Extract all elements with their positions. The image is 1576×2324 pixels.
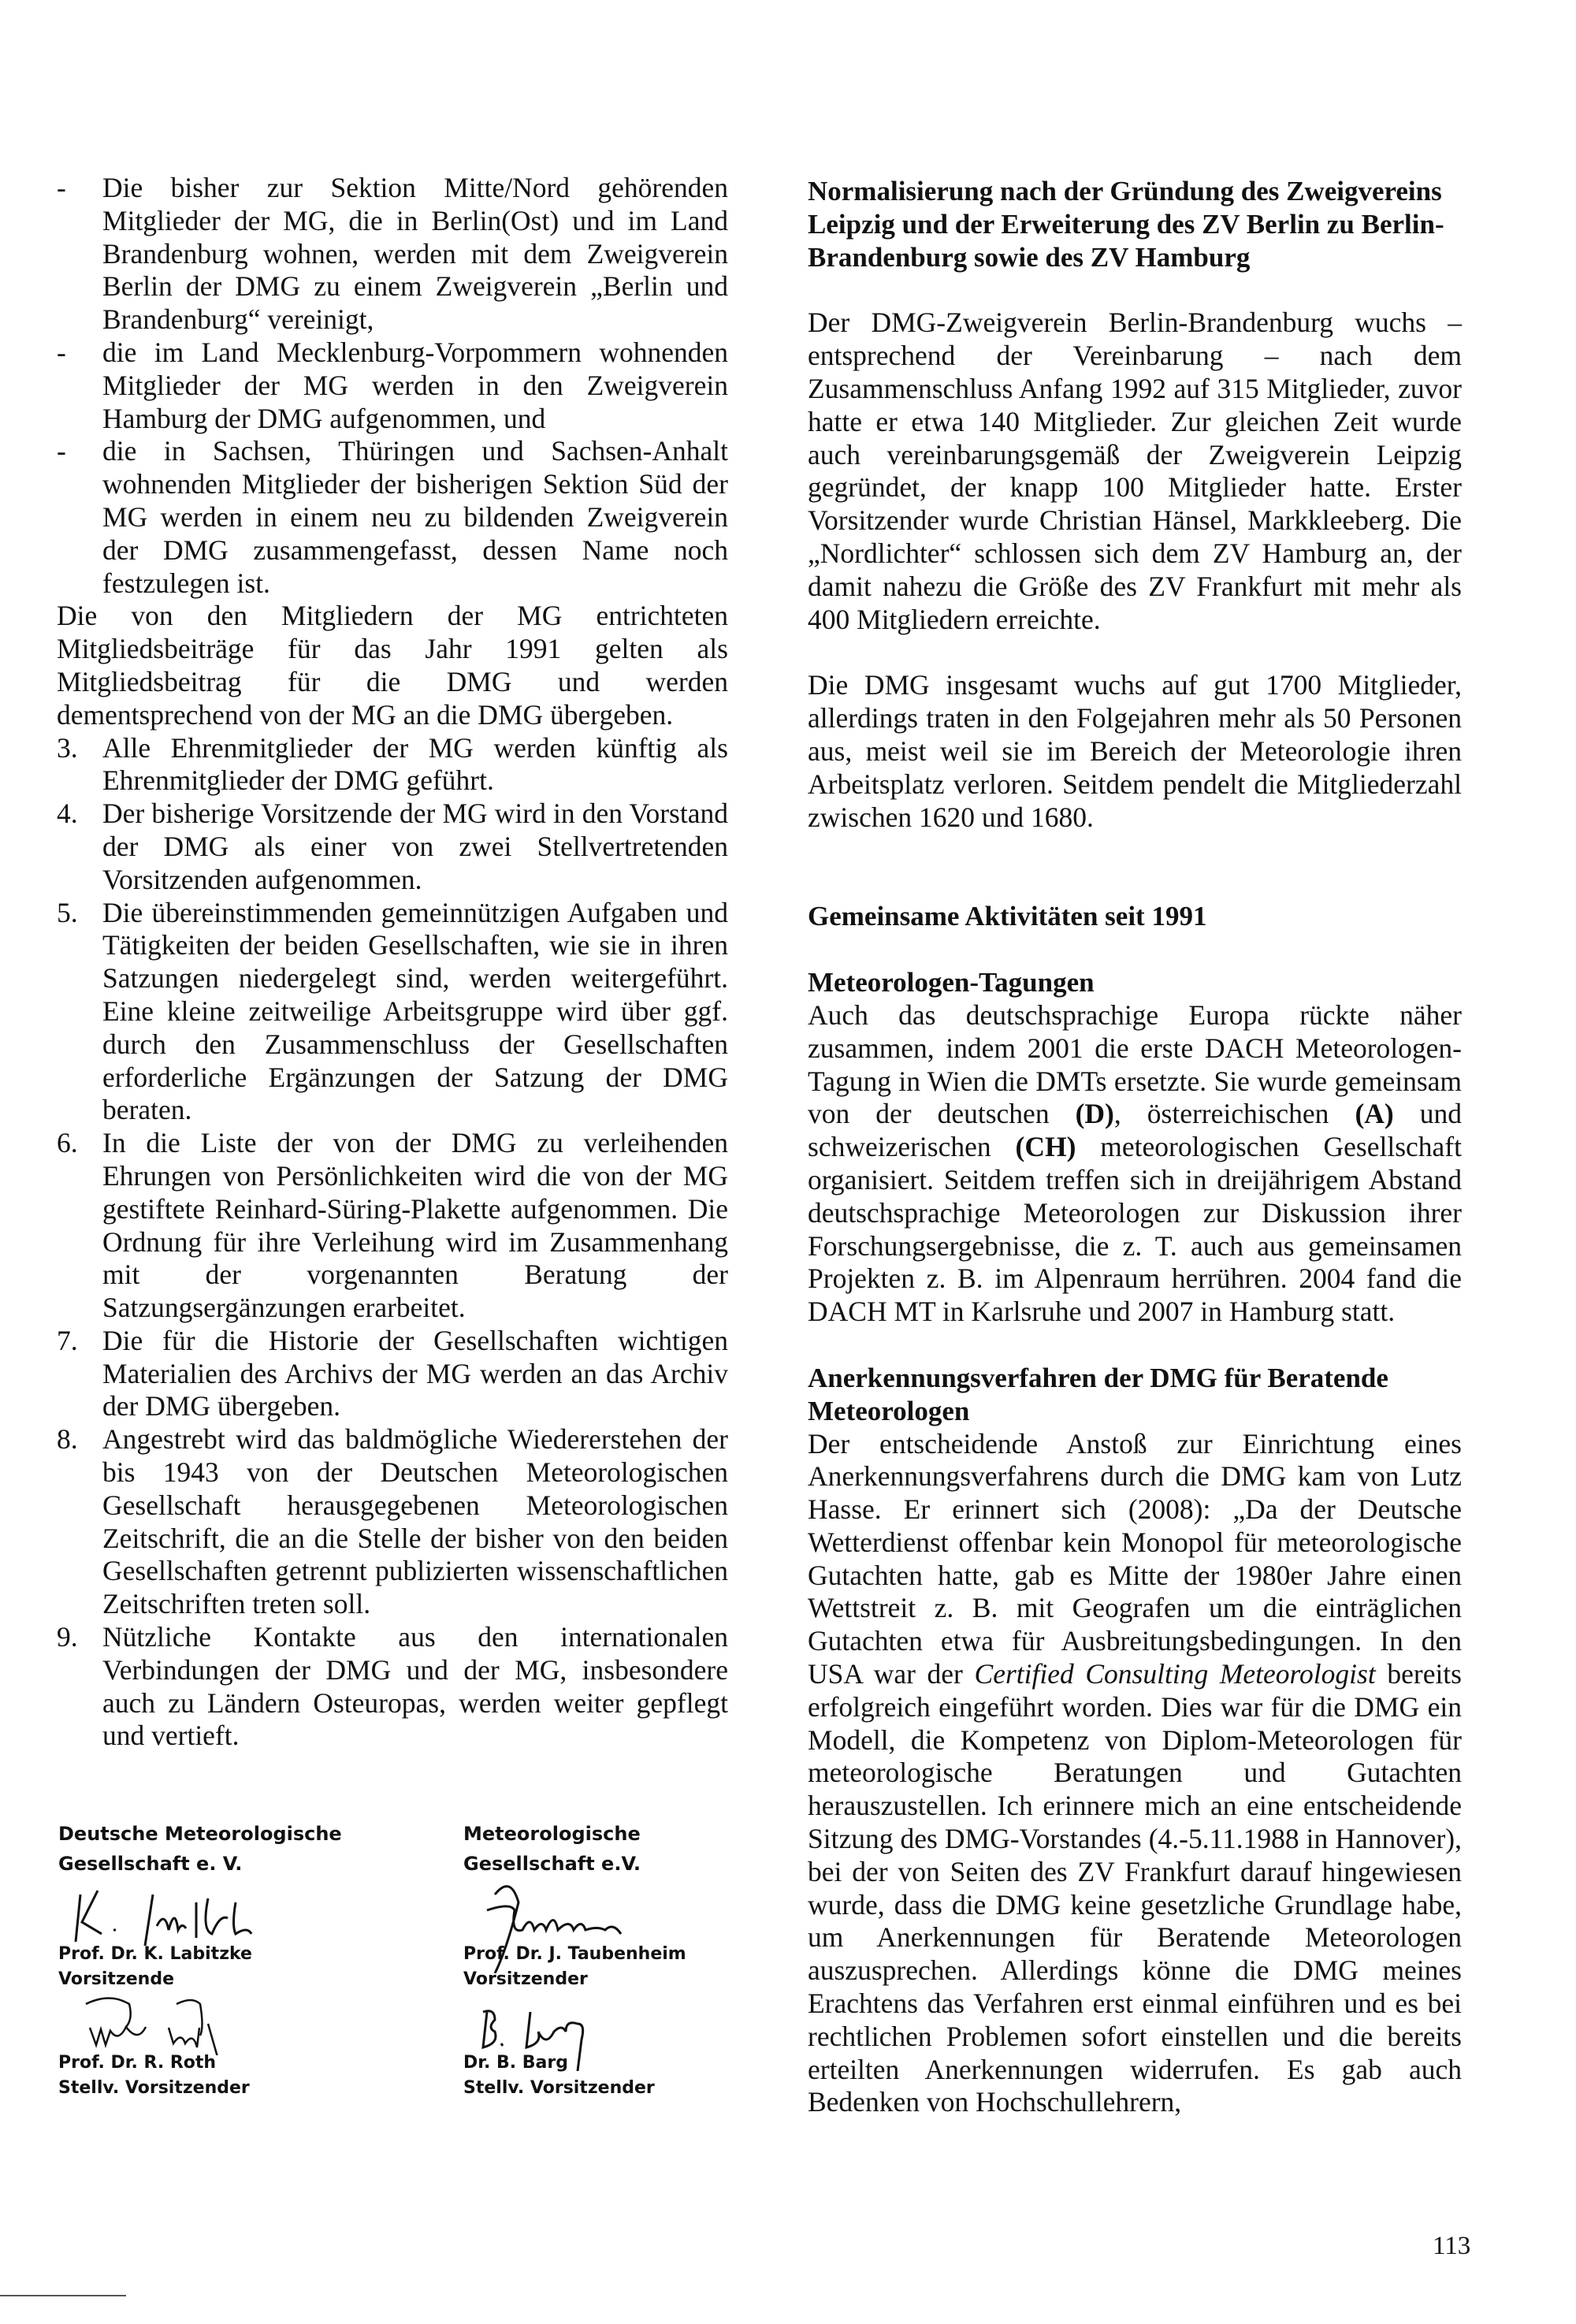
dmg-signature-block: Deutsche Meteorologische Gesellschaft e. V. Prof. Dr. K. Labitzke Vorsitzende Prof. Dr. R. Roth Stellv. Vorsitzender [58, 1819, 452, 2101]
roth-signature [58, 1992, 452, 2051]
barg-signature [463, 1992, 794, 2051]
bullet-item: - die im Land Mecklenburg-Vorpommern wohnenden Mitglieder der MG werden in den Zweigverein Hamburg der DMG aufgenommen, und [57, 336, 728, 434]
bullet-item: - die in Sachsen, Thüringen und Sachsen-Anhalt wohnenden Mitglieder der bisherigen Sektion Süd der MG werden in einem neu zu bildenden Zweigverein der DMG zusammengefasst, dessen Name noch festzulegen ist. [57, 435, 728, 599]
mg-signature-block: Meteorologische Gesellschaft e.V. Prof. Dr. J. Taubenheim Vorsitzender Dr. B. Barg Stellv. Vorsitzender [463, 1819, 794, 2101]
numbered-item: 3. Alle Ehrenmitglieder der MG werden künftig als Ehrenmitglieder der DMG geführt. [57, 731, 728, 797]
paragraph: Auch das deutschsprachige Europa rückte näher zusammen, indem 2001 die erste DACH Meteorologen-Tagung in Wien die DMTs ersetzte. Sie wurde gemeinsam von der deutschen (D), österreichischen (A) und schweizerischen (CH) meteorologischen Gesellschaft organisiert. Seitdem treffen sich in dreijährigem Abstand deutschsprachige Meteorologen zur Diskussion ihrer Forschungsergebnisse, die z. T. auch aus gemeinsamen Projekten z. B. im Alpenraum herrühren. 2004 fand die DACH MT in Karlsruhe und 2007 in Hamburg statt. [808, 998, 1463, 1328]
numbered-item: 8. Angestrebt wird das baldmögliche Wiedererstehen der bis 1943 von der Deutschen Meteorologischen Gesellschaft herausgegebenen Meteorologischen Zeitschrift, die an die Stelle der bisher von den beiden Gesellschaften getrennt publizierten wissenschaftlichen Zeitschriften treten soll. [57, 1423, 728, 1620]
numbered-item: 6. In die Liste der von der DMG zu verleihenden Ehrungen von Persönlichkeiten wird die von der MG gestiftete Reinhard-Süring-Plakette aufgenommen. Die Ordnung für ihre Verleihung wird im Zusammenhang mit der vorgenannten Beratung der Satzungsergänzungen erarbeitet. [57, 1127, 728, 1324]
scan-edge-line [0, 2295, 126, 2296]
taubenheim-signature [463, 1879, 794, 1942]
numbered-item: 4. Der bisherige Vorsitzende der MG wird in den Vorstand der DMG als einer von zwei Stellvertretenden Vorsitzenden aufgenommen. [57, 798, 728, 895]
bullet-item: - Die bisher zur Sektion Mitte/Nord gehörenden Mitglieder der MG, die in Berlin(Ost) und im Land Brandenburg wohnen, werden mit dem Zweigverein Berlin der DMG zu einem Zweigverein „Berlin und Brandenburg“ vereinigt, [57, 172, 728, 336]
numbered-item: 9. Nützliche Kontakte aus den internationalen Verbindungen der DMG und der MG, insbesondere auch zu Ländern Osteuropas, werden weiter gepflegt und vertieft. [57, 1621, 728, 1752]
subsection-heading: Meteorologen-Tagungen [808, 967, 1095, 998]
left-column [57, 172, 728, 1753]
membership-fees-paragraph: Die von den Mitgliedern der MG entrichteten Mitgliedsbeiträge für das Jahr 1991 gelten als Mitgliedsbeitrag für die DMG und werden dementsprechend von der MG an die DMG übergeben. [57, 600, 728, 731]
subsection-heading: Anerkennungsverfahren der DMG für Beratende Meteorologen [808, 1362, 1388, 1426]
numbered-item: 7. Die für die Historie der Gesellschaften wichtigen Materialien des Archivs der MG werden an das Archiv der DMG übergeben. [57, 1324, 728, 1422]
numbered-item: 5. Die übereinstimmenden gemeinnützigen Aufgaben und Tätigkeiten der beiden Gesellschaften, wie sie in ihren Satzungen niedergelegt sind, werden weitergeführt. Eine kleine zeitweilige Arbeitsgruppe wird über ggf. durch den Zusammenschluss der Gesellschaften erforderliche Ergänzungen der Satzung der DMG beraten. [57, 896, 728, 1126]
section-heading: Gemeinsame Aktivitäten seit 1991 [808, 901, 1207, 932]
paragraph: Der DMG-Zweigverein Berlin-Brandenburg wuchs – entsprechend der Vereinbarung – nach dem Zusammenschluss Anfang 1992 auf 315 Mitglieder, zuvor hatte er etwa 140 Mitglieder. Zur gleichen Zeit wurde auch vereinbarungsgemäß der Zweigverein Leipzig gegründet, der knapp 100 Mitglieder hatte. Erster Vorsitzender wurde Christian Hänsel, Markkleeberg. Die „Nordlichter“ schlossen sich dem ZV Hamburg an, der damit nahezu die Größe des ZV Frankfurt mit mehr als 400 Mitgliedern erreichte. [808, 307, 1462, 635]
paragraph: Der entscheidende Anstoß zur Einrichtung eines Anerkennungsverfahrens durch die DMG kam von Lutz Hasse. Er erinnert sich (2008): „Da der Deutsche Wetterdienst offenbar kein Monopol für meteorologische Gutachten hatte, gab es Mitte der 1980er Jahre einen Wettstreit z. B. mit Geografen um die einträglichen Gutachten etwa für Ausbreitungsbedingungen. In den USA war der Certified Consulting Meteorologist bereits erfolgreich eingeführt worden. Dies war für die DMG ein Modell, die Kompetenz von Diplom-Meteorologen für meteorologische Beratungen und Gutachten herauszustellen. Ich erinnere mich an eine entscheidende Sitzung des DMG-Vorstandes (4.-5.11.1988 in Hannover), bei der von Seiten des ZV Frankfurt darauf hingewiesen wurde, dass die DMG keine gesetzliche Grundlage habe, um Anerkennungen für Beratende Meteorologen auszusprechen. Allerdings könne die DMG meines Erachtens das Verfahren erst einmal einführen und es bei rechtlichen Problemen sofort einstellen und die bereits erteilten Anerkennungen widerrufen. Es gab auch Bedenken von Hochschullehrern, [808, 1427, 1462, 2118]
right-column [808, 175, 1462, 2119]
labitzke-signature [58, 1879, 452, 1942]
section-heading: Normalisierung nach der Gründung des Zweigvereins Leipzig und der Erweiterung des ZV Berlin zu Berlin-Brandenburg sowie des ZV Hamburg [808, 176, 1444, 273]
page-number: 113 [1433, 2232, 1471, 2260]
paragraph: Die DMG insgesamt wuchs auf gut 1700 Mitglieder, allerdings traten in den Folgejahren mehr als 50 Personen aus, meist weil sie im Bereich der Meteorologie ihren Arbeitsplatz verloren. Seitdem pendelt die Mitgliederzahl zwischen 1620 und 1680. [808, 669, 1462, 833]
